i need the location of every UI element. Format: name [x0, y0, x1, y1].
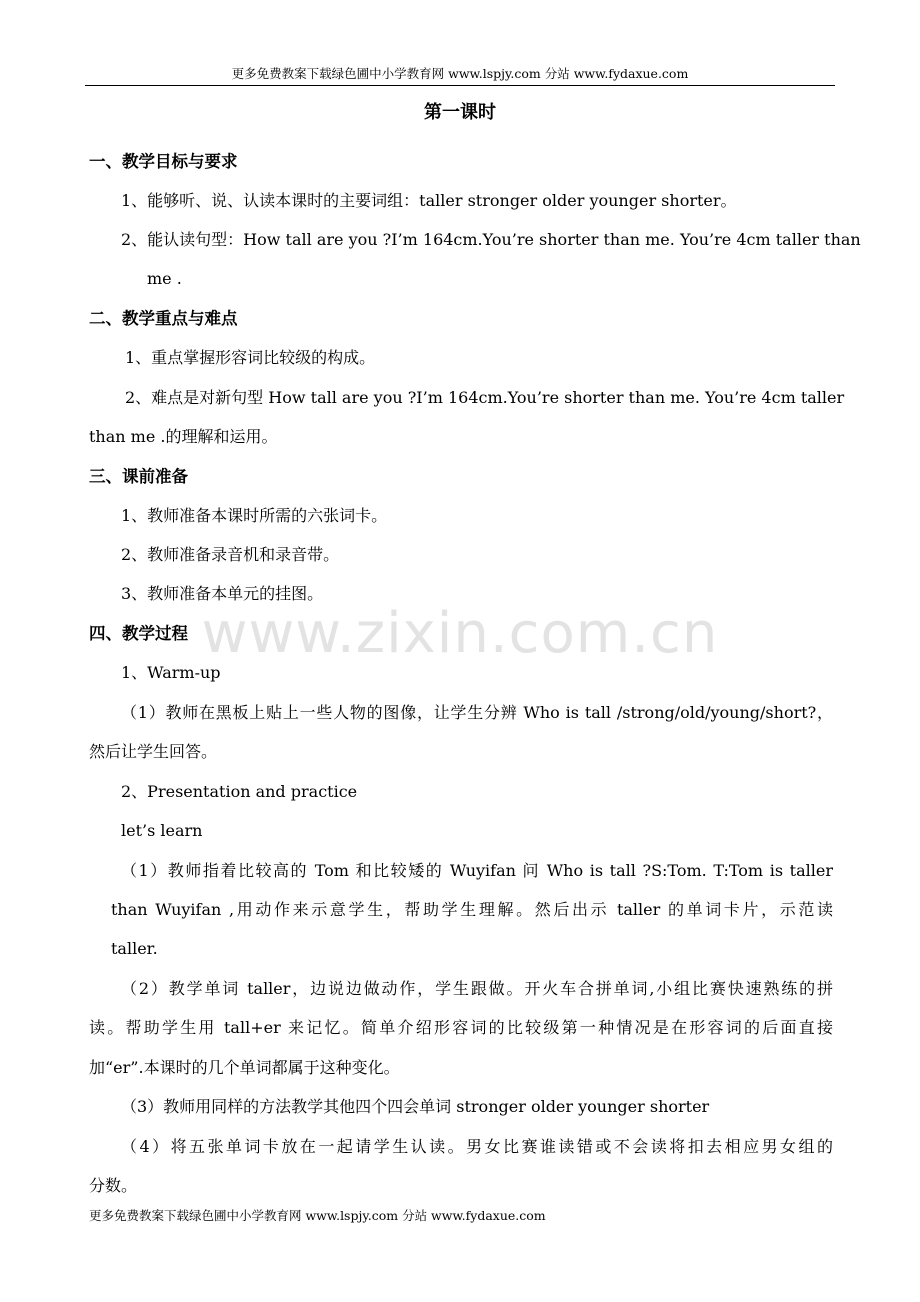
presentation-step-4: （4）将五张单词卡放在一起请学生认读。男女比赛谁读错或不会读将扣去相应男女组的	[121, 1137, 833, 1156]
procedure-presentation-heading: 2、Presentation and practice	[121, 782, 358, 801]
presentation-step-3: （3）教师用同样的方法教学其他四个四会单词 stronger older younger shorter	[121, 1097, 710, 1116]
section-heading-objectives: 一、教学目标与要求	[89, 152, 238, 171]
section-heading-preparation: 三、课前准备	[89, 467, 188, 486]
key-point-item-2-cont: than me .的理解和运用。	[89, 427, 278, 446]
warmup-step-1: （1）教师在黑板上贴上一些人物的图像，让学生分辨 Who is tall /strong/old/young/short?，	[121, 703, 833, 722]
page-header: 更多免费教案下载绿色圃中小学教育网 www.lspjy.com 分站 www.fydaxue.com	[231, 66, 689, 81]
objective-item-1: 1、能够听、说、认读本课时的主要词组：taller stronger older younger shorter。	[121, 191, 737, 210]
page-footer: 更多免费教案下载绿色圃中小学教育网 www.lspjy.com 分站 www.fydaxue.com	[89, 1208, 546, 1223]
preparation-item-2: 2、教师准备录音机和录音带。	[121, 545, 340, 564]
page-title: 第一课时	[424, 102, 496, 123]
presentation-step-2-cont: 读。帮助学生用 tall+er 来记忆。简单介绍形容词的比较级第一种情况是在形容词的后面直接	[89, 1018, 833, 1037]
lets-learn-label: let’s learn	[121, 821, 203, 840]
header-divider	[85, 85, 835, 86]
presentation-step-4-cont: 分数。	[89, 1176, 138, 1195]
section-heading-procedure: 四、教学过程	[89, 624, 188, 643]
objective-item-2: 2、能认读句型：How tall are you ?I’m 164cm.You’re shorter than me. You’re 4cm taller than	[121, 230, 861, 249]
presentation-step-2: （2）教学单词 taller，边说边做动作，学生跟做。开火车合拼单词,小组比赛快速熟练的拼	[121, 979, 833, 998]
preparation-item-1: 1、教师准备本课时所需的六张词卡。	[121, 506, 388, 525]
section-heading-key-points: 二、教学重点与难点	[89, 309, 238, 328]
key-point-item-1: 1、重点掌握形容词比较级的构成。	[125, 348, 376, 367]
presentation-step-2-end: 加“er”.本课时的几个单词都属于这种变化。	[89, 1058, 400, 1077]
presentation-step-1: （1）教师指着比较高的 Tom 和比较矮的 Wuyifan 问 Who is tall ?S:Tom. T:Tom is taller	[121, 861, 833, 880]
objective-item-2-cont: me .	[147, 269, 182, 288]
watermark: www.zixin.com.cn	[201, 601, 719, 666]
warmup-step-1-cont: 然后让学生回答。	[89, 742, 218, 761]
procedure-warmup-heading: 1、Warm-up	[121, 663, 221, 682]
presentation-step-1-cont: than Wuyifan ,用动作来示意学生，帮助学生理解。然后出示 taller 的单词卡片，示范读	[111, 900, 833, 919]
key-point-item-2: 2、难点是对新句型 How tall are you ?I’m 164cm.You’re shorter than me. You’re 4cm taller	[125, 388, 845, 407]
presentation-step-1-end: taller.	[111, 939, 158, 958]
preparation-item-3: 3、教师准备本单元的挂图。	[121, 584, 324, 603]
